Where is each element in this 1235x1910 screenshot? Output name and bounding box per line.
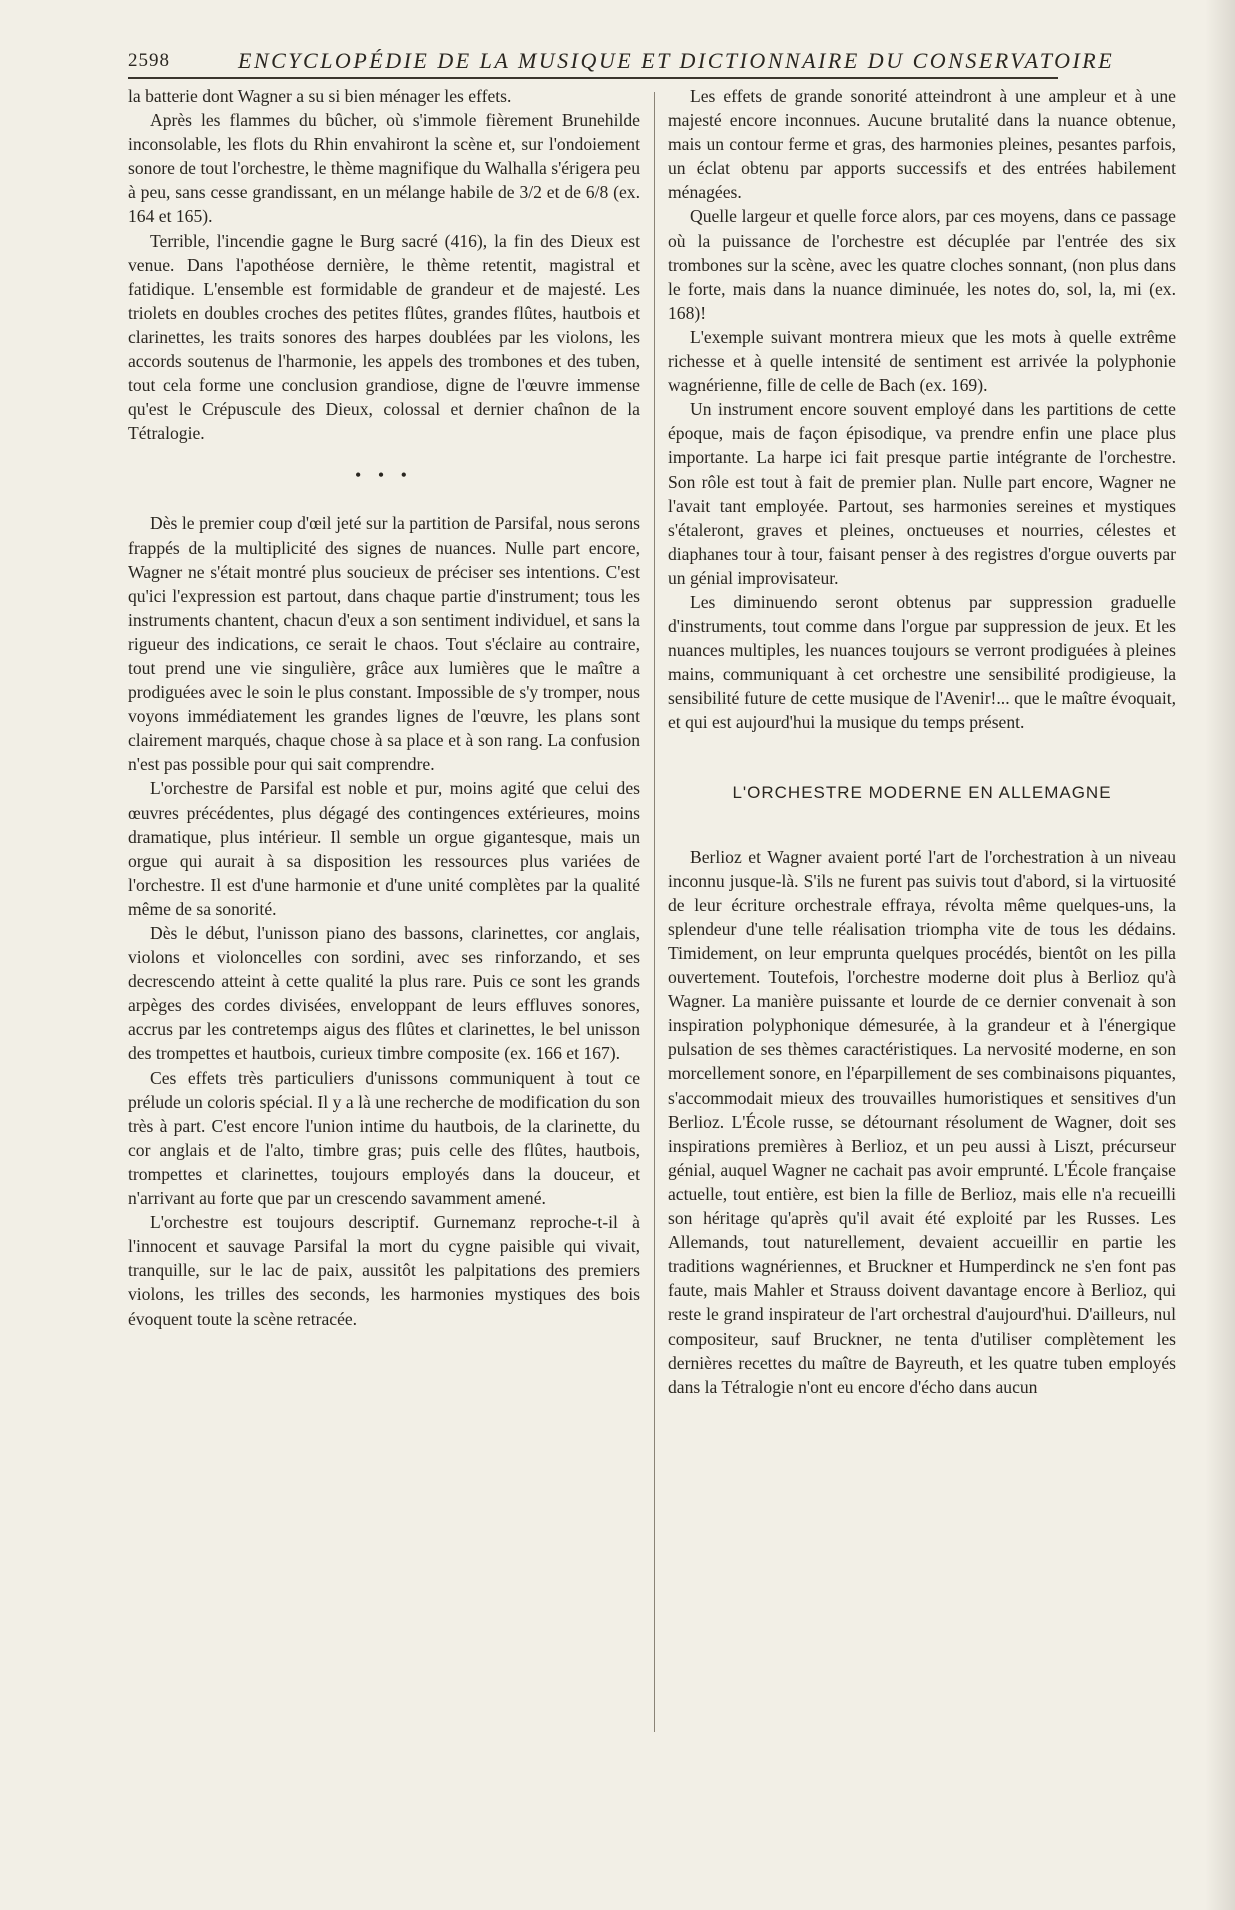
paragraph: L'orchestre de Parsifal est noble et pur, moins agité que celui des œuvres précédentes, plus dégagé des contingences extérieures, moins dramatique, plus intérieur. Il semble un orgue gigantesque, mais un orgue qui aurait à sa disposition les ressources plus variées de l'orchestre. Il est d'une harmonie et d'une unité complètes par la qualité même de sa sonorité. [128,778,640,919]
paragraph: la batterie dont Wagner a su si bien ménager les effets. [128,86,512,106]
section-title: L'ORCHESTRE MODERNE EN ALLEMAGNE [732,782,1112,802]
paragraph: Quelle largeur et quelle force alors, par ces moyens, dans ce passage où la puissance de l'orchestre est décuplée par l'entrée des six trombones sur la scène, avec les quatre cloches sonnant, (non plus dans le forte, mais dans la nuance diminuée, les notes do, sol, la, mi (ex. 168)! [668,206,1176,323]
paragraph: L'orchestre est toujours descriptif. Gurnemanz reproche-t-il à l'innocent et sauvage Parsifal la mort du cygne paisible qui vivait, tranquille, sur le lac de paix, aussitôt les palpitations des premiers violons, les trilles des seconds, les harmonies mystiques des bois évoquent toute la scène retracée. [128,1212,640,1329]
left-column [128,84,640,1331]
running-title: ENCYCLOPÉDIE DE LA MUSIQUE ET DICTIONNAIRE DU CONSERVATOIRE [238,48,1115,73]
page-edge-shadow [1205,0,1235,1910]
header-rule [128,77,1058,79]
right-column [668,84,1176,1399]
paragraph: Berlioz et Wagner avaient porté l'art de l'orchestration à un niveau inconnu jusque-là. S'ils ne furent pas suivis tout d'abord, si la virtuosité de leur écriture orchestrale effraya, révolta même quelques-uns, la splendeur d'une telle réalisation triompha vite de tous les dédains. Timidement, on leur emprunta quelques procédés, bientôt on les pilla ouvertement. Toutefois, l'orchestre moderne doit plus à Berlioz qu'à Wagner. La manière puissante et lourde de ce dernier convenait à son inspiration polyphonique démesurée, à la grandeur et à l'énergique pulsation de ses thèmes caractéristiques. La nervosité moderne, en son morcellement sonore, en l'éparpillement de ses combinaisons piquantes, s'accommodait mieux des trouvailles humoristiques et sensitives d'un Berlioz. L'École russe, se détournant résolument de Wagner, doit ses inspirations premières à Berlioz, et un peu aussi à Liszt, précurseur génial, auquel Wagner ne cachait pas avoir emprunté. L'École française actuelle, tout entière, est bien la fille de Berlioz, mais elle n'a recueilli son héritage qu'après qu'il avait été exploité par les Russes. Les Allemands, tout naturellement, devaient accueillir en partie les traditions wagnériennes, et Bruckner et Humperdinck ne s'en font pas faute, mais Mahler et Strauss doivent davantage encore à Berlioz, qui reste le grand inspirateur de l'art orchestral d'aujourd'hui. D'ailleurs, nul compositeur, sauf Bruckner, ne tenta d'utiliser complètement les dernières recettes du maître de Bayreuth, et les quatre tuben employés dans la Tétralogie n'ont eu encore d'écho dans aucun [668,846,1176,1397]
page-number: 2598 [128,50,170,71]
paragraph: Un instrument encore souvent employé dans les partitions de cette époque, mais de façon épisodique, va prendre enfin une place plus importante. La harpe ici fait presque partie intégrante de l'orchestre. Son rôle est tout à fait de premier plan. Nulle part encore, Wagner ne l'avait tant employée. Partout, ses harmonies sereines et mystiques s'étaleront, graves et pleines, onctueuses et nourries, célestes et diaphanes tour à tour, faisant penser à des registres d'orgue ouverts par un génial improvisateur. [668,399,1176,588]
paragraph: L'exemple suivant montrera mieux que les mots à quelle extrême richesse et à quelle intensité de sentiment est arrivée la polyphonie wagnérienne, fille de celle de Bach (ex. 169). [668,326,1176,396]
page-header [128,40,1115,76]
paragraph: Les effets de grande sonorité atteindront à une ampleur et à une majesté encore inconnues. Aucune brutalité dans la nuance obtenue, mais un contour ferme et gras, des harmonies pleines, pesantes parfois, un éclat obtenu par apports successifs et des entrées habilement ménagées. [668,86,1176,203]
paragraph: Dès le début, l'unisson piano des bassons, clarinettes, cor anglais, violons et violoncelles con sordini, avec ses rinforzando, et ses decrescendo atteint à cette qualité la plus rare. Puis ce sont les grands arpèges des cordes divisées, enveloppant de leurs effluves sonores, accrus par les contretemps aigus des flûtes et clarinettes, le bel unisson des trompettes et hautbois, curieux timbre composite (ex. 166 et 167). [128,923,640,1064]
section-separator: • • • [355,465,413,486]
paragraph: Les diminuendo seront obtenus par suppression graduelle d'instruments, tout comme dans l'orgue par suppression de jeux. Et les nuances multiples, les nuances toujours se verront prodiguées à pleines mains, communiquant à cet orchestre une sensibilité prodigieuse, la sensibilité future de cette musique de l'Avenir!... que le maître évoquait, et qui est aujourd'hui la musique du temps présent. [668,591,1176,733]
paragraph: Ces effets très particuliers d'unissons communiquent à tout ce prélude un coloris spécial. Il y a là une recherche de modification du son très à part. C'est encore l'union intime du hautbois, de la clarinette, du cor anglais et de l'alto, timbre gras; puis celle des flûtes, hautbois, trompettes et clarinettes, toujours employés dans la douceur, et n'arrivant au forte que par un crescendo savamment amené. [128,1067,640,1209]
column-divider [654,92,655,1732]
paragraph: Terrible, l'incendie gagne le Burg sacré (416), la fin des Dieux est venue. Dans l'apothéose dernière, le thème retentit, magistral et fatidique. L'ensemble est formidable de grandeur et de majesté. Les triolets en doubles croches des petites flûtes, grandes flûtes, hautbois et clarinettes, les traits sonores des harpes doublées par les violons, les accords soutenus de l'harmonie, les appels des trombones et des tuben, tout cela forme une conclusion grandiose, digne de l'œuvre immense qu'est le Crépuscule des Dieux, colossal et dernier chaînon de la Tétralogie. [128,230,640,444]
paragraph: Dès le premier coup d'œil jeté sur la partition de Parsifal, nous serons frappés de la multiplicité des signes de nuances. Nulle part encore, Wagner ne s'était montré plus soucieux de préciser ses intentions. C'est qu'ici l'expression est partout, dans chaque partie d'instrument; tous les instruments chantent, chacun d'eux a son sentiment individuel, et sans la rigueur des indications, ce serait le chaos. Tout s'éclaire au contraire, tout prend une vie singulière, grâce aux lumières que le maître a prodiguées avec le soin le plus constant. Impossible de s'y tromper, nous voyons immédiatement les grandes lignes de l'œuvre, les plans sont clairement marqués, chaque chose à sa place et à son rang. La confusion n'est pas possible pour qui sait comprendre. [128,513,640,775]
paragraph: Après les flammes du bûcher, où s'immole fièrement Brunehilde inconsolable, les flots du Rhin envahiront la scène et, sur l'ondoiement sonore de tout l'orchestre, le thème magnifique du Walhalla s'érigera peu à peu, sans cesse grandissant, en un mélange habile de 3/2 et de 6/8 (ex. 164 et 165). [128,110,640,227]
